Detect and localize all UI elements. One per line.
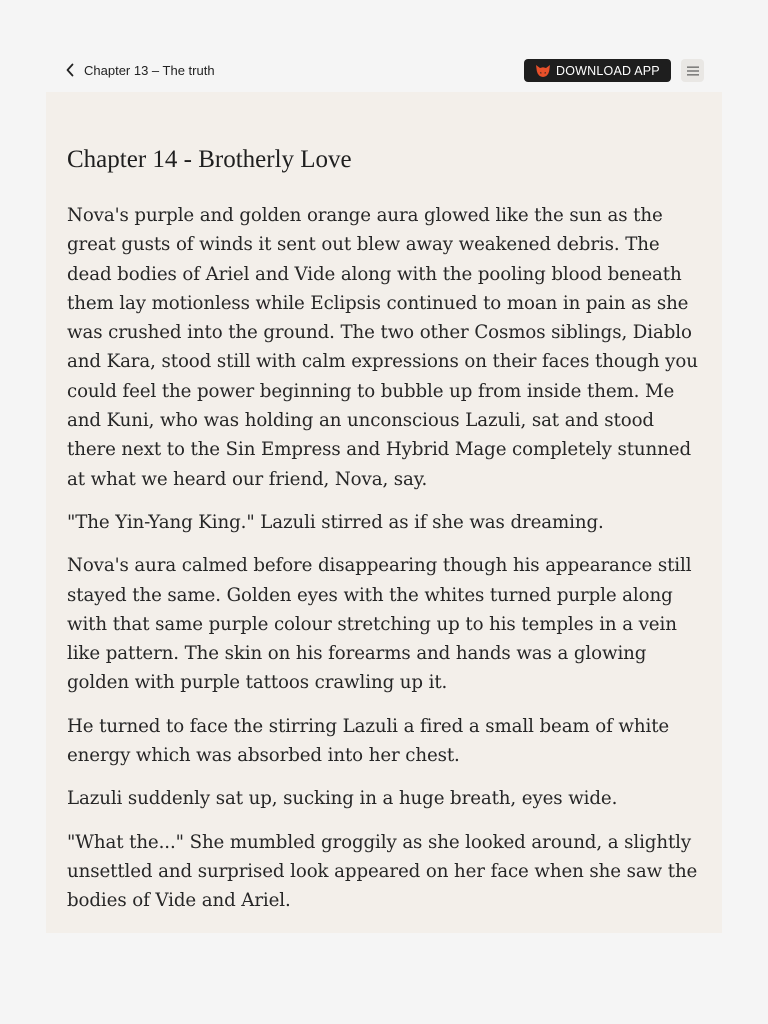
chapter-title: Chapter 14 - Brotherly Love	[67, 146, 352, 173]
previous-chapter-link[interactable]	[65, 60, 215, 80]
previous-chapter-label: Chapter 13 – The truth	[84, 62, 215, 78]
download-app-label: DOWNLOAD APP	[556, 63, 660, 78]
menu-button[interactable]	[681, 59, 704, 82]
chapter-paragraph: "The Yin-Yang King." Lazuli stirred as if she was dreaming.	[67, 511, 604, 533]
fox-logo-icon	[535, 64, 551, 78]
chapter-paragraph: Nova's purple and golden orange aura glowed like the sun as the great gusts of winds it sent out blew away weakened debris. The dead bodies of Ariel and Vide along with the pooling blood beneath them lay motionless while Eclipsis continued to moan in pain as she was crushed into the ground. The two other Cosmos siblings, Diablo and Kara, stood still with calm expressions on their faces though you could feel the power beginning to bubble up from inside them. Me and Kuni, who was holding an unconscious Lazuli, sat and stood there next to the Sin Empress and Hybrid Mage completely stunned at what we heard our friend, Nova, say.	[67, 205, 698, 490]
download-app-button[interactable]	[524, 59, 671, 82]
chapter-paragraph: He turned to face the stirring Lazuli a fired a small beam of white energy which was absorbed into her chest.	[67, 715, 670, 767]
chapter-paragraph: Nova's aura calmed before disappearing though his appearance still stayed the same. Golden eyes with the whites turned purple along with that same purple colour stretching up to his temples in a vein like pattern. The skin on his forearms and hands was a glowing golden with purple tattoos crawling up it.	[67, 555, 692, 694]
chapter-content	[46, 92, 722, 933]
top-navigation-bar	[46, 46, 722, 92]
chevron-left-icon	[65, 63, 75, 77]
hamburger-menu-icon	[687, 66, 699, 76]
chapter-paragraph: Lazuli suddenly sat up, sucking in a huge breath, eyes wide.	[67, 788, 618, 810]
chapter-paragraph: "What the..." She mumbled groggily as she looked around, a slightly unsettled and surprised look appeared on her face when she saw the bodies of Vide and Ariel.	[67, 831, 698, 912]
